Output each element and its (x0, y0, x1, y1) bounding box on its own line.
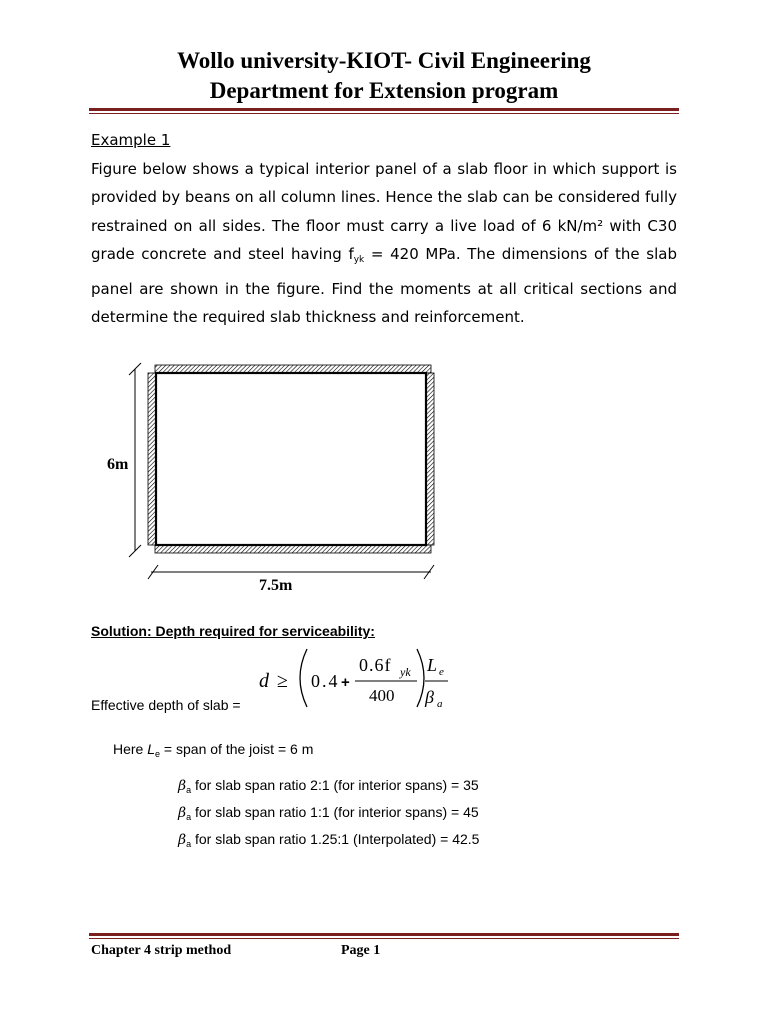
beta-symbol: β (178, 832, 187, 848)
effective-depth-formula (255, 645, 455, 715)
header-title-line1: Wollo university-KIOT- Civil Engineering (177, 48, 591, 73)
header-title-line2: Department for Extension program (209, 78, 559, 103)
left-support-hatch (148, 373, 156, 545)
width-dimension-label: 7.5m (259, 577, 293, 594)
span-definition-line: Here $L_e$ = span of the joist = 6 m (113, 741, 314, 759)
header-rule-thick (89, 108, 679, 111)
footer-chapter: Chapter 4 strip method (91, 943, 232, 958)
header-rule-thin (89, 113, 679, 114)
formula-geq: ≥ (277, 670, 288, 692)
solution-heading: Solution: Depth required for serviceability: (91, 623, 375, 639)
effective-depth-label: Effective depth of slab = (91, 697, 241, 713)
slab-panel-figure (95, 355, 440, 600)
paragraph-part2: = 420 MPa. The dimensions of the slab panel are shown in the figure. Find the moments at all critical sections and determine the required slab thickness and reinforcement. (91, 245, 677, 327)
right-support-hatch (426, 373, 434, 545)
formula-le: L (427, 655, 438, 675)
problem-paragraph (91, 155, 677, 331)
beta-symbol: β (178, 778, 187, 794)
le-symbol-sub: e (155, 749, 161, 759)
formula-beta-sub: a (437, 698, 443, 710)
formula-beta: β (425, 687, 434, 707)
example-heading: Example 1 (91, 131, 171, 149)
formula-left-paren (300, 649, 307, 707)
slab-panel-outline (156, 373, 426, 545)
footer-page-number: Page 1 (341, 943, 381, 958)
formula-plus: + (341, 674, 350, 691)
beta-line-1: $\beta_a$ for slab span ratio 2:1 (for interior spans) = 35 (178, 777, 479, 795)
paragraph-part1: Figure below shows a typical interior panel of a slab floor in which support is provided by beans on all column lines. Hence the slab can be considered fully restrained on all sides. The floor must carry a live load of 6 kN/m² with C30 grade concrete and steel having f (91, 160, 677, 264)
top-support-hatch (155, 365, 431, 373)
formula-numerator-sub: yk (400, 665, 411, 679)
beta-symbol: β (178, 805, 187, 821)
bottom-support-hatch (155, 545, 431, 553)
paragraph-subscript: yk (353, 255, 365, 266)
formula-d: d (259, 670, 269, 692)
le-symbol: L (147, 741, 156, 757)
formula-right-paren (417, 649, 424, 707)
formula-numerator: 0.6f (359, 655, 392, 675)
formula-le-sub: e (439, 666, 444, 678)
footer-rule-thick (89, 933, 679, 936)
formula-const: 0.4 (311, 671, 340, 691)
footer-rule-thin (89, 938, 679, 939)
formula-denominator: 400 (369, 686, 395, 705)
beta-line-3: $\beta_a$ for slab span ratio 1.25:1 (Interpolated) = 42.5 (178, 831, 480, 849)
beta-line-2: $\beta_a$ for slab span ratio 1:1 (for interior spans) = 45 (178, 804, 479, 822)
height-dimension-label: 6m (107, 456, 129, 473)
